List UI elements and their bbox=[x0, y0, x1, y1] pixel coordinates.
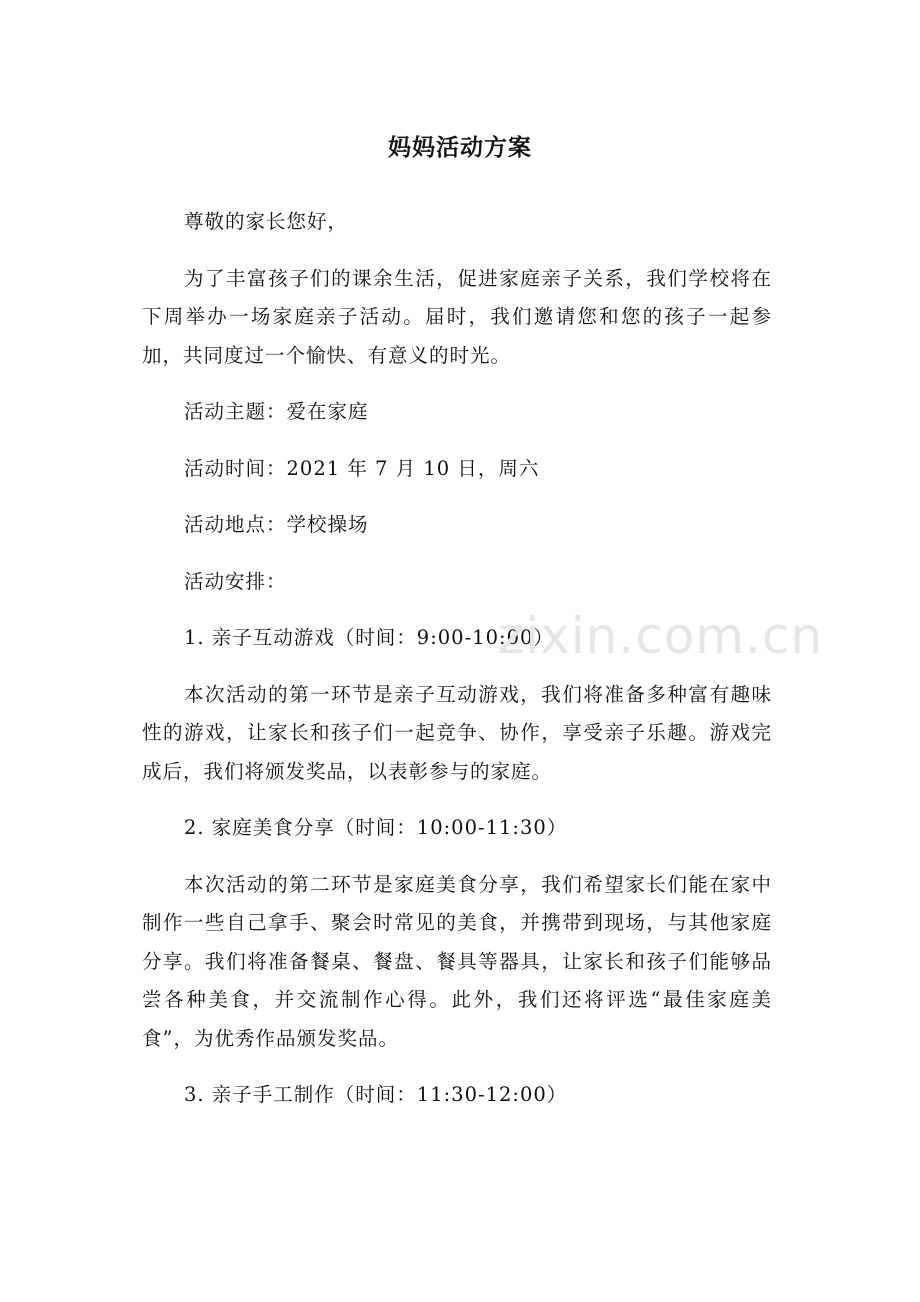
paragraph-item-3-heading: 3. 亲子手工制作（时间：11:30-12:00） bbox=[184, 1083, 568, 1106]
paragraph-intro: 为了丰富孩子们的课余生活，促进家庭亲子关系，我们学校将在下周举办一场家庭亲子活动。届时，我们邀请您和您的孩子一起参加，共同度过一个愉快、有意义的时光。 bbox=[142, 266, 772, 367]
paragraph-greeting: 尊敬的家长您好， bbox=[184, 210, 349, 233]
paragraph-theme: 活动主题：爱在家庭 bbox=[184, 400, 369, 423]
document-body bbox=[142, 203, 772, 1115]
document-title: 妈妈活动方案 bbox=[388, 135, 532, 161]
paragraph-item-2-body: 本次活动的第二环节是家庭美食分享，我们希望家长们能在家中制作一些自己拿手、聚会时常见的美食，并携带到现场，与其他家庭分享。我们将准备餐桌、餐盘、餐具等器具，让家长和孩子们能够品尝各种美食，并交流制作心得。此外，我们还将评选“最佳家庭美食”，为优秀作品颁发奖品。 bbox=[142, 872, 772, 1050]
paragraph-item-2-heading: 2. 家庭美食分享（时间：10:00-11:30） bbox=[184, 816, 568, 839]
watermark: zixin.com.cn bbox=[498, 607, 824, 665]
paragraph-item-1-heading: 1. 亲子互动游戏（时间：9:00-10:00） bbox=[184, 626, 554, 649]
paragraph-item-1-body: 本次活动的第一环节是亲子互动游戏，我们将准备多种富有趣味性的游戏，让家长和孩子们一起竞争、协作，享受亲子乐趣。游戏完成后，我们将颁发奖品，以表彰参与的家庭。 bbox=[142, 682, 772, 783]
paragraph-time: 活动时间：2021 年 7 月 10 日，周六 bbox=[184, 456, 540, 480]
paragraph-location: 活动地点：学校操场 bbox=[184, 513, 369, 536]
paragraph-schedule-heading: 活动安排： bbox=[184, 569, 287, 593]
